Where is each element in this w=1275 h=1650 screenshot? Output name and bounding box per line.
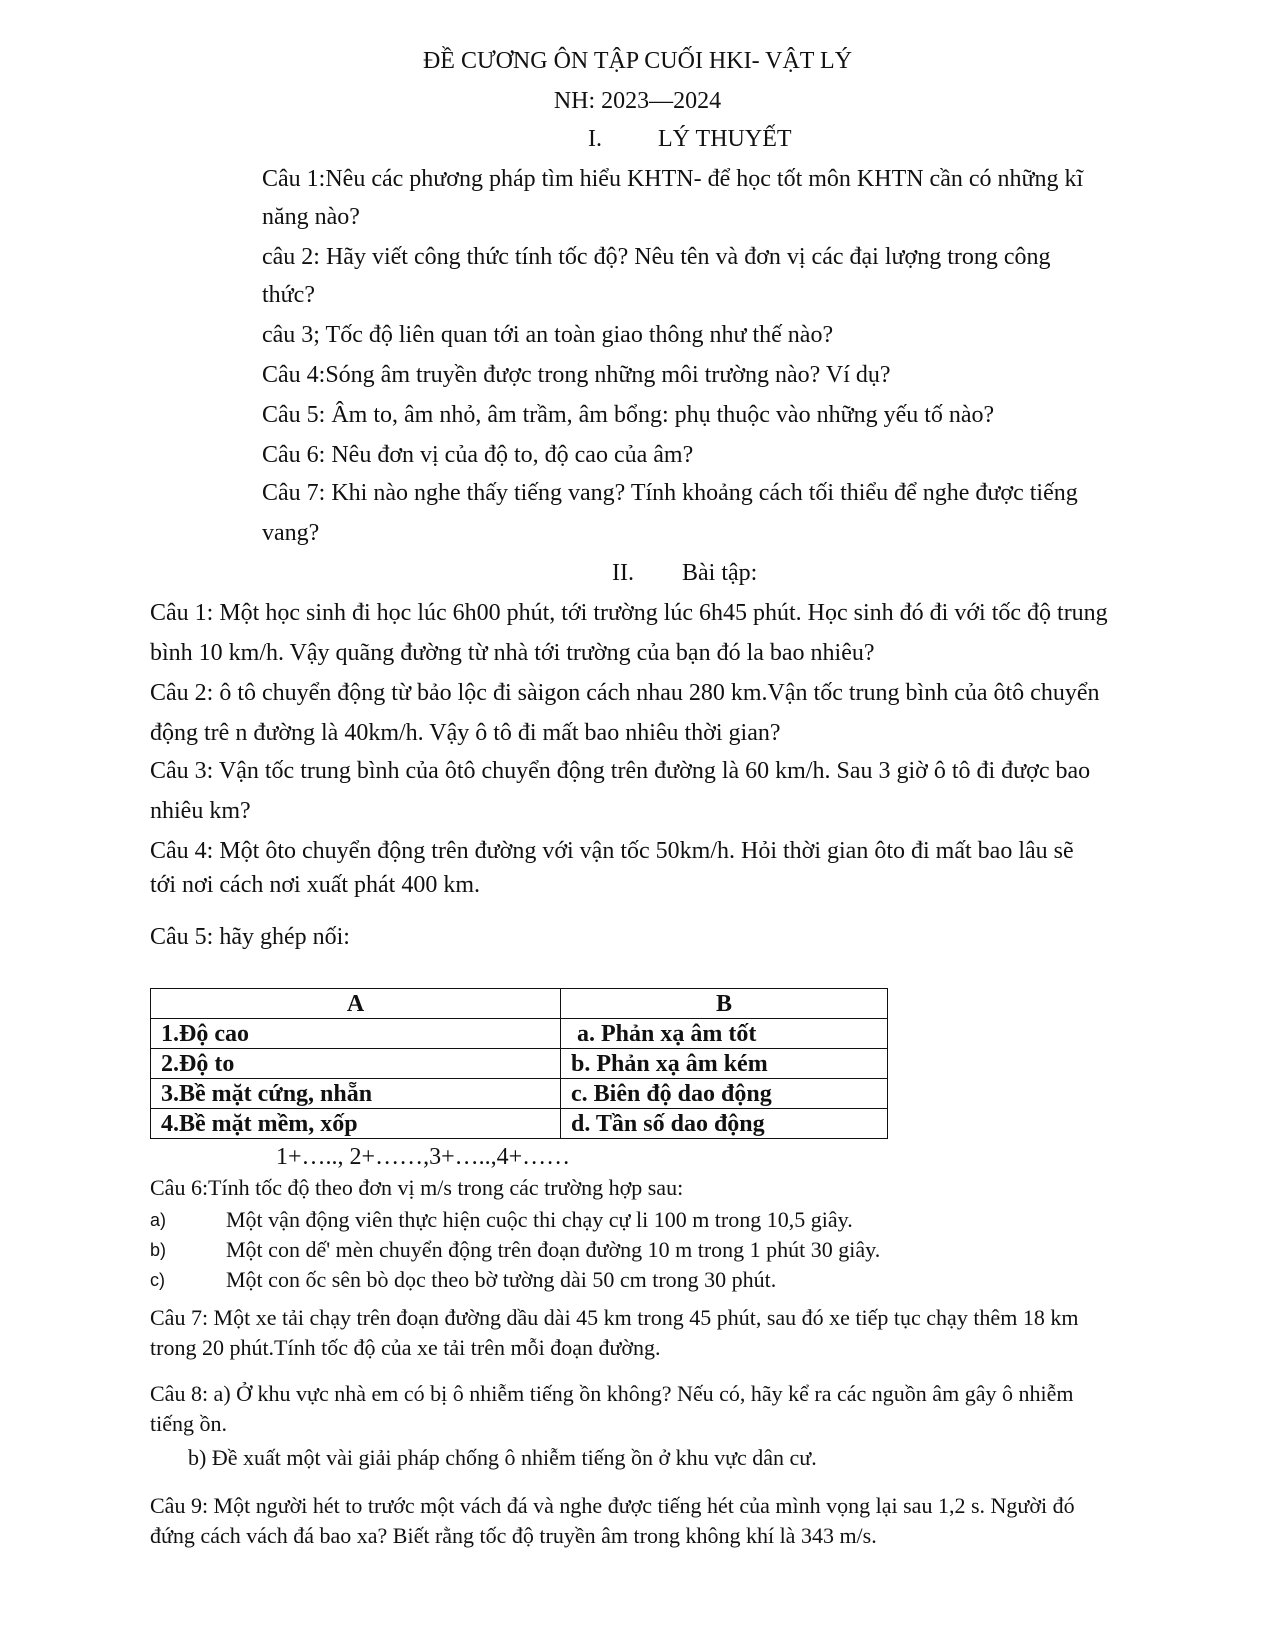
exercise-7-line1: Câu 7: Một xe tải chạy trên đoạn đường dầu dài 45 km trong 45 phút, sau đó xe tiếp tục chạy thêm 18 km bbox=[150, 1305, 1079, 1330]
table-cell-b: d. Tần số dao động bbox=[561, 1109, 888, 1139]
exercise-2-line1: Câu 2: ô tô chuyển động từ bảo lộc đi sàigon cách nhau 280 km.Vận tốc trung bình của ôtô chuyển bbox=[150, 680, 1100, 706]
exercise-8-line2: tiếng ồn. bbox=[150, 1411, 227, 1436]
theory-q2-line2: thức? bbox=[262, 282, 315, 308]
table-cell-a: 4.Bề mặt mềm, xốp bbox=[151, 1109, 561, 1139]
table-header-b: B bbox=[561, 989, 888, 1019]
theory-q7-line1: Câu 7: Khi nào nghe thấy tiếng vang? Tính khoảng cách tối thiểu để nghe được tiếng bbox=[262, 480, 1078, 506]
theory-q1-line2: năng nào? bbox=[262, 204, 360, 230]
table-cell-b: b. Phản xạ âm kém bbox=[561, 1049, 888, 1079]
table-header-row bbox=[151, 989, 888, 1019]
exercise-9-line2: đứng cách vách đá bao xa? Biết rằng tốc độ truyền âm trong không khí là 343 m/s. bbox=[150, 1523, 877, 1548]
section-2-title: Bài tập: bbox=[682, 560, 758, 586]
match-answer-template: 1+….., 2+……,3+…..,4+…… bbox=[276, 1144, 571, 1170]
exercise-8-line1: Câu 8: a) Ở khu vực nhà em có bị ô nhiễm tiếng ồn không? Nếu có, hãy kể ra các nguồn âm gây ô nhiễm bbox=[150, 1381, 1074, 1406]
exercise-6-item-text: Một vận động viên thực hiện cuộc thi chạy cự li 100 m trong 10,5 giây. bbox=[226, 1207, 853, 1232]
theory-q4: Câu 4:Sóng âm truyền được trong những môi trường nào? Ví dụ? bbox=[262, 362, 891, 388]
document-title: ĐỀ CƯƠNG ÔN TẬP CUỐI HKI- VẬT LÝ bbox=[422, 48, 853, 74]
section-2-numeral: II. bbox=[612, 560, 634, 586]
table-cell-a: 1.Độ cao bbox=[151, 1019, 561, 1049]
section-1-numeral: I. bbox=[588, 126, 602, 152]
table-row bbox=[151, 1019, 888, 1049]
exercise-6-item-label: b) bbox=[150, 1240, 167, 1260]
exercise-4-line1: Câu 4: Một ôto chuyển động trên đường với vận tốc 50km/h. Hỏi thời gian ôto đi mất bao lâu sẽ bbox=[150, 838, 1074, 864]
matching-table bbox=[150, 988, 888, 1139]
section-1-title: LÝ THUYẾT bbox=[658, 126, 792, 152]
theory-q6: Câu 6: Nêu đơn vị của độ to, độ cao của âm? bbox=[262, 442, 694, 468]
table-cell-a: 2.Độ to bbox=[151, 1049, 561, 1079]
school-year: NH: 2023—2024 bbox=[553, 88, 722, 114]
theory-q2-line1: câu 2: Hãy viết công thức tính tốc độ? Nêu tên và đơn vị các đại lượng trong công bbox=[262, 244, 1051, 270]
theory-q7-line2: vang? bbox=[262, 520, 320, 546]
table-cell-a: 3.Bề mặt cứng, nhẵn bbox=[151, 1079, 561, 1109]
table-cell-b: c. Biên độ dao động bbox=[561, 1079, 888, 1109]
exercise-6-item-text: Một con dế' mèn chuyển động trên đoạn đường 10 m trong 1 phút 30 giây. bbox=[226, 1237, 881, 1262]
theory-q1-line1: Câu 1:Nêu các phương pháp tìm hiểu KHTN- để học tốt môn KHTN cần có những kĩ bbox=[262, 166, 1084, 192]
exercise-1-line1: Câu 1: Một học sinh đi học lúc 6h00 phút, tới trường lúc 6h45 phút. Học sinh đó đi với tốc độ trung bbox=[150, 600, 1108, 626]
theory-q3: câu 3; Tốc độ liên quan tới an toàn giao thông như thế nào? bbox=[262, 322, 834, 348]
table-row bbox=[151, 1049, 888, 1079]
exercise-3-line1: Câu 3: Vận tốc trung bình của ôtô chuyển động trên đường là 60 km/h. Sau 3 giờ ô tô đi được bao bbox=[150, 758, 1091, 784]
exercise-2-line2: động trê n đường là 40km/h. Vậy ô tô đi mất bao nhiêu thời gian? bbox=[150, 720, 781, 746]
exercise-6-item-label: a) bbox=[150, 1210, 167, 1230]
exercise-7-line2: trong 20 phút.Tính tốc độ của xe tải trên mỗi đoạn đường. bbox=[150, 1335, 661, 1360]
exercise-6: Câu 6:Tính tốc độ theo đơn vị m/s trong các trường hợp sau: bbox=[150, 1175, 684, 1200]
section-1-heading bbox=[588, 124, 792, 154]
exercise-6-item-text: Một con ốc sên bò dọc theo bờ tường dài 50 cm trong 30 phút. bbox=[226, 1267, 777, 1292]
exercise-9-line1: Câu 9: Một người hét to trước một vách đá và nghe được tiếng hét của mình vọng lại sau 1,2 s. Người đó bbox=[150, 1493, 1075, 1518]
section-2-heading bbox=[612, 558, 757, 588]
table-row bbox=[151, 1079, 888, 1109]
exercise-5: Câu 5: hãy ghép nối: bbox=[150, 924, 350, 950]
exercise-3-line2: nhiêu km? bbox=[150, 798, 251, 824]
exercise-1-line2: bình 10 km/h. Vậy quãng đường từ nhà tới trường của bạn đó la bao nhiêu? bbox=[150, 640, 875, 666]
table-header-a: A bbox=[151, 989, 561, 1019]
table-row bbox=[151, 1109, 888, 1139]
exercise-6-item-label: c) bbox=[150, 1270, 165, 1290]
table-cell-b: a. Phản xạ âm tốt bbox=[561, 1019, 888, 1049]
exercise-4-line2: tới nơi cách nơi xuất phát 400 km. bbox=[150, 872, 481, 898]
exercise-8-line3: b) Đề xuất một vài giải pháp chống ô nhiễm tiếng ồn ở khu vực dân cư. bbox=[188, 1445, 817, 1470]
theory-q5: Câu 5: Âm to, âm nhỏ, âm trầm, âm bổng: phụ thuộc vào những yếu tố nào? bbox=[262, 402, 995, 428]
